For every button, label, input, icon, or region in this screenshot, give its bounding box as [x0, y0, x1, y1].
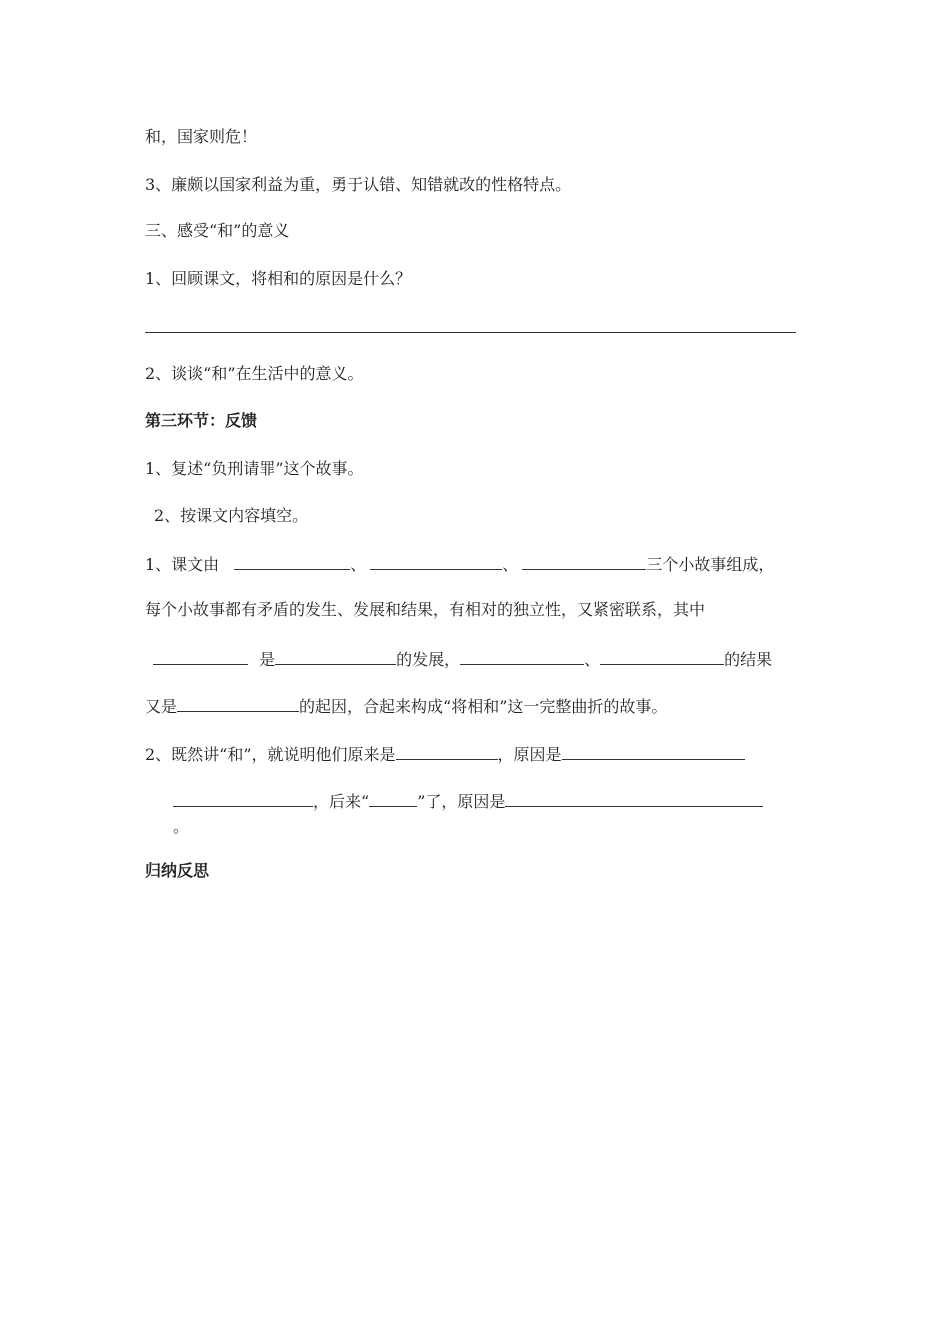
fill-text: 的结果: [724, 650, 773, 669]
section-heading: 归纳反思: [145, 861, 210, 880]
question: 2、按课文内容填空。: [154, 506, 309, 525]
fill-blank[interactable]: [369, 790, 417, 807]
fill-blank[interactable]: [522, 553, 646, 570]
question: 2、谈谈“和”在生活中的意义。: [145, 364, 364, 383]
fill-blank[interactable]: [234, 553, 350, 570]
text-line: 3、廉颇以国家利益为重，勇于认错、知错就改的性格特点。: [145, 175, 572, 194]
fill-text: 1、课文由: [145, 555, 220, 574]
fill-text: ，原因是: [497, 745, 562, 764]
fill-row: [145, 743, 745, 765]
fill-text: 、: [502, 555, 519, 574]
fill-blank[interactable]: [600, 648, 724, 665]
section-heading: 三、感受“和”的意义: [145, 221, 290, 240]
fill-text: 三个小故事组成，: [646, 555, 775, 574]
fill-text: ”了，原因是: [417, 792, 506, 811]
fill-blank[interactable]: [153, 648, 248, 665]
fill-blank[interactable]: [177, 695, 299, 712]
answer-line[interactable]: [145, 332, 796, 333]
fill-text: 每个小故事都有矛盾的发生、发展和结果，有相对的独立性，又紧密联系，其中: [145, 600, 706, 619]
fill-blank[interactable]: [173, 790, 313, 807]
fill-blank[interactable]: [562, 743, 745, 760]
question: 1、回顾课文，将相和的原因是什么？: [145, 269, 412, 288]
fill-text: 又是: [145, 697, 178, 716]
fill-blank[interactable]: [505, 790, 763, 807]
fill-row: [145, 600, 807, 620]
fill-text: ，后来“: [313, 792, 370, 811]
fill-blank[interactable]: [396, 743, 498, 760]
fill-blank[interactable]: [275, 648, 396, 665]
question: 1、复述“负刑请罪”这个故事。: [145, 459, 364, 478]
fill-text: 。: [173, 817, 190, 836]
section-heading: 第三环节：反馈: [145, 411, 258, 430]
fill-text: 、: [584, 650, 601, 669]
fill-blank[interactable]: [460, 648, 584, 665]
fill-text: 是: [259, 650, 276, 669]
fill-text: 2、既然讲“和”，就说明他们原来是: [145, 745, 396, 764]
fill-text: 的发展，: [396, 650, 461, 669]
fill-row: [173, 790, 763, 812]
fill-text: 、: [350, 555, 367, 574]
fill-row: [153, 648, 772, 670]
fill-blank[interactable]: [370, 553, 502, 570]
fill-row: [145, 553, 774, 575]
text-line: 和，国家则危！: [145, 127, 258, 146]
fill-row: [145, 695, 667, 717]
fill-text: 的起因，合起来构成“将相和”这一完整曲折的故事。: [299, 697, 668, 716]
